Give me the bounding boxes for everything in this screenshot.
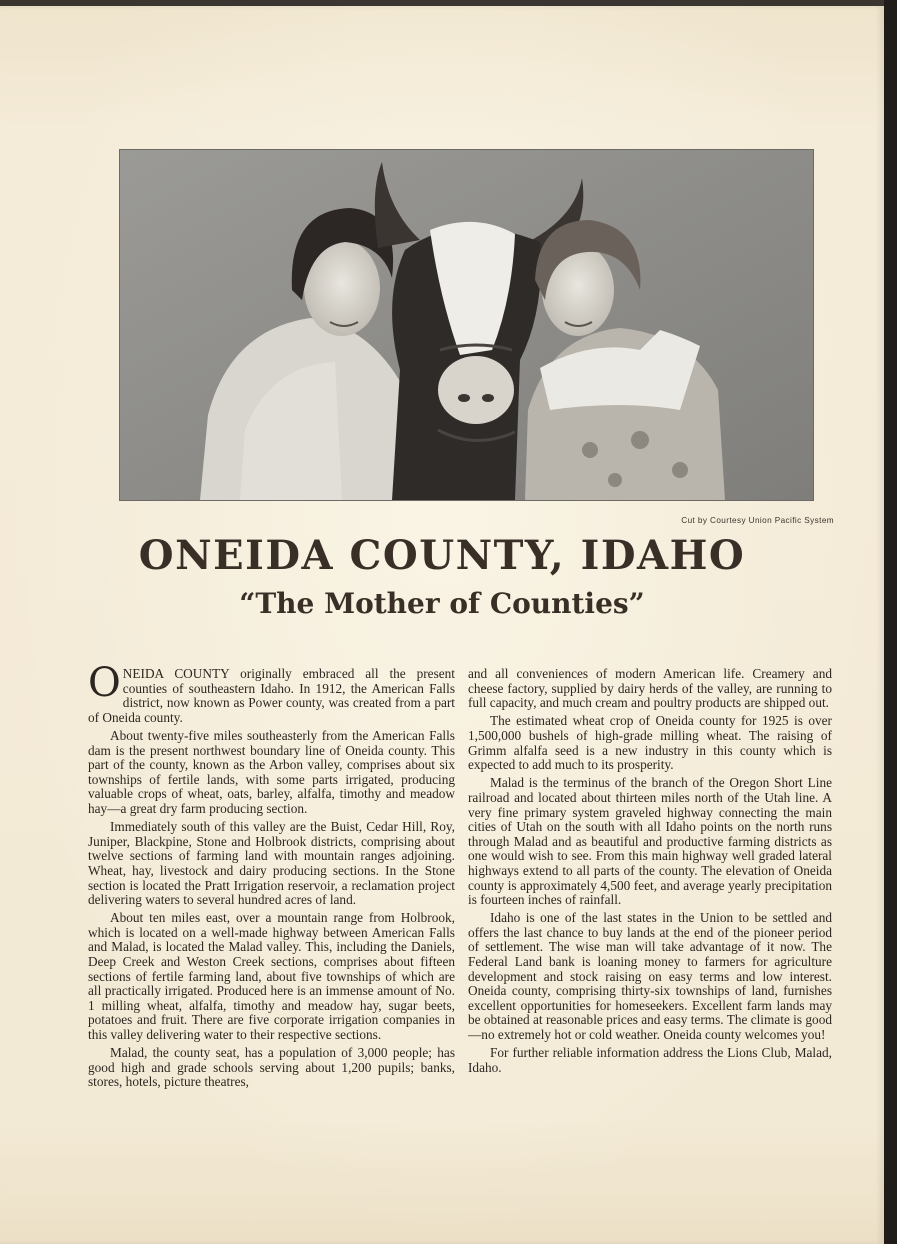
page-title: ONEIDA COUNTY, IDAHO [138,532,746,579]
page-subtitle: “The Mother of Counties” [239,587,645,620]
photo-illustration [120,150,813,500]
paragraph: The estimated wheat crop of Oneida county for 1925 is over 1,500,000 bushels of high-grade milling wheat. The raising of Grimm alfalfa seed is a new industry in this county which is expected to add much to its prosperity. [468,713,832,773]
paragraph: Malad is the terminus of the branch of the Oregon Short Line railroad and located about thirteen miles north of the Utah line. A very fine primary system graveled highway connecting the main cities of Utah on the south with all Idaho points on the north runs through Malad and as beautiful and productive farming districts as one would wish to see. From this main highway well graded lateral highways extend to all parts of the county. The elevation of Oneida county is approximately 4,500 feet, and average yearly precipitation is fourteen inches of rainfall. [468,775,832,908]
article-column-right [468,667,832,1079]
paragraph: For further reliable information address the Lions Club, Malad, Idaho. [468,1045,832,1075]
paragraph: About twenty-five miles southeasterly from the American Falls dam is the present northwest boundary line of Oneida county. This part of the county, known as the Arbon valley, comprises about six townships of fertile lands, with some parts irrigated, producing valuable crops of wheat, oats, barley, alfalfa, timothy and meadow hay—a great dry farm producing section. [88,727,455,816]
paragraph: Immediately south of this valley are the Buist, Cedar Hill, Roy, Juniper, Blackpine, Stone and Holbrook districts, comprising about twelve sections of farming land with mountain ranges adjoining. Wheat, hay, livestock and dairy producing sections. In the Stone section is located the Pratt Irrigation reservoir, a reclamation project delivering waters to several hundred acres of land. [88,819,455,908]
scan-right-edge [884,0,897,1244]
paragraph: About ten miles east, over a mountain range from Holbrook, which is located on a well-made highway between American Falls and Malad, is located the Malad valley. This, including the Daniels, Deep Creek and Weston Creek sections, comprises about fifteen sections of fertile farming land, about five townships of which are all practically irrigated. Produced here is an immense amount of No. 1 milling wheat, alfalfa, timothy and meadow hay, sugar beets, potatoes and fruit. There are five corporate irrigation companies in this valley delivering water to their respective sections. [88,910,455,1043]
paragraph-text: NEIDA COUNTY originally embraced all the present counties of southeastern Idaho. In 1912, the American Falls district, now known as Power county, was created from a part of Oneida county. [88,666,455,725]
article-column-left [88,660,455,1094]
drop-cap: O [88,660,121,706]
cover-photo [119,149,814,501]
photo-credit: Cut by Courtesy Union Pacific System [681,516,834,525]
paragraph: Idaho is one of the last states in the Union to be settled and offers the last chance to buy lands at the end of the pioneer period of settlement. The wise man will take advantage of it now. The Federal Land bank is loaning money to farmers for agriculture development and stock raising on easy terms and low interest. Oneida county, comprising thirty-six townships of land, furnishes excellent opportunities for homeseekers. Excellent farm lands may be obtained at reasonable prices and easy terms. The climate is good —no extremely hot or cold weather. Oneida county welcomes you! [468,910,832,1043]
paragraph-intro [88,660,455,725]
paragraph: and all conveniences of modern American life. Creamery and cheese factory, supplied by dairy herds of the valley, are running to full capacity, and much cream and poultry products are shipped out. [468,666,832,711]
paragraph: Malad, the county seat, has a population of 3,000 people; has good high and grade schools serving about 1,200 pupils; banks, stores, hotels, picture theatres, [88,1045,455,1090]
document-page [0,6,884,1244]
